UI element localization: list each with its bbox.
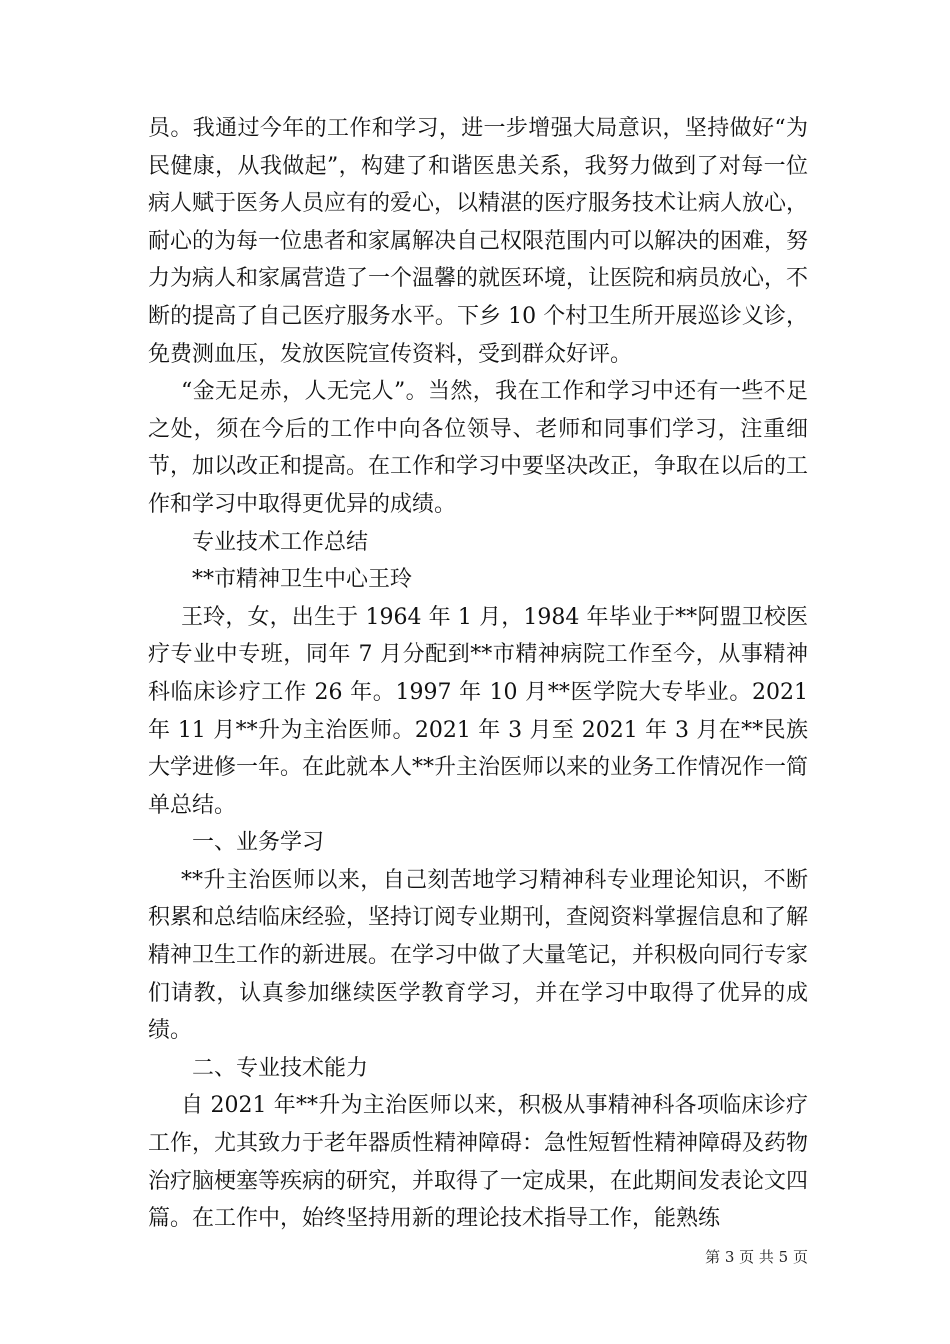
paragraph-bio: 王玲，女，出生于 1964 年 1 月，1984 年毕业于**阿盟卫校医疗专业中专班，同年 7 月分配到**市精神病院工作至今，从事精神科临床诊疗工作 26 年。1997 年 10 月**医学院大专毕业。2021 年 11 月**升为主治医师。2021 年 3 月至 2021 年 3 月在**民族大学进修一年。在此就本人**升主治医师以来的业务工作情况作一简单总结。: [148, 604, 809, 818]
paragraph-study: **升主治医师以来，自己刻苦地学习精神科专业理论知识，不断积累和总结临床经验，坚持订阅专业期刊，查阅资料掌握信息和了解精神卫生工作的新进展。在学习中做了大量笔记，并积极向同行专家们请教，认真参加继续医学教育学习，并在学习中取得了优异的成绩。: [148, 867, 809, 1044]
paragraph-1: 员。我通过今年的工作和学习，进一步增强大局意识，坚持做好“为民健康，从我做起”，构建了和谐医患关系，我努力做到了对每一位病人赋于医务人员应有的爱心，以精湛的医疗服务技术让病人放心，耐心的为每一位患者和家属解决自己权限范围内可以解决的困难，努力为病人和家属营造了一个温馨的就医环境，让医院和病员放心，不断的提高了自己医疗服务水平。下乡 10 个村卫生所开展巡诊义诊，免费测血压，发放医院宣传资料，受到群众好评。: [148, 116, 809, 367]
page-number: 第 3 页 共 5 页: [705, 1248, 808, 1266]
heading-study: 一、业务学习: [192, 830, 325, 856]
heading-ability: 二、专业技术能力: [192, 1055, 369, 1081]
author-line: **市精神卫生中心王玲: [192, 567, 413, 593]
document-body: [148, 110, 808, 1238]
paragraph-ability: 自 2021 年**升为主治医师以来，积极从事精神科各项临床诊疗工作，尤其致力于老年器质性精神障碍：急性短暂性精神障碍及药物治疗脑梗塞等疾病的研究，并取得了一定成果，在此期间发表论文四篇。在工作中，始终坚持用新的理论技术指导工作，能熟练: [148, 1093, 809, 1232]
section-title: 专业技术工作总结: [192, 529, 369, 555]
paragraph-2: “金无足赤，人无完人”。当然，我在工作和学习中还有一些不足之处，须在今后的工作中向各位领导、老师和同事们学习，注重细节，加以改正和提高。在工作和学习中要坚决改正，争取在以后的工作和学习中取得更优异的成绩。: [148, 379, 809, 517]
